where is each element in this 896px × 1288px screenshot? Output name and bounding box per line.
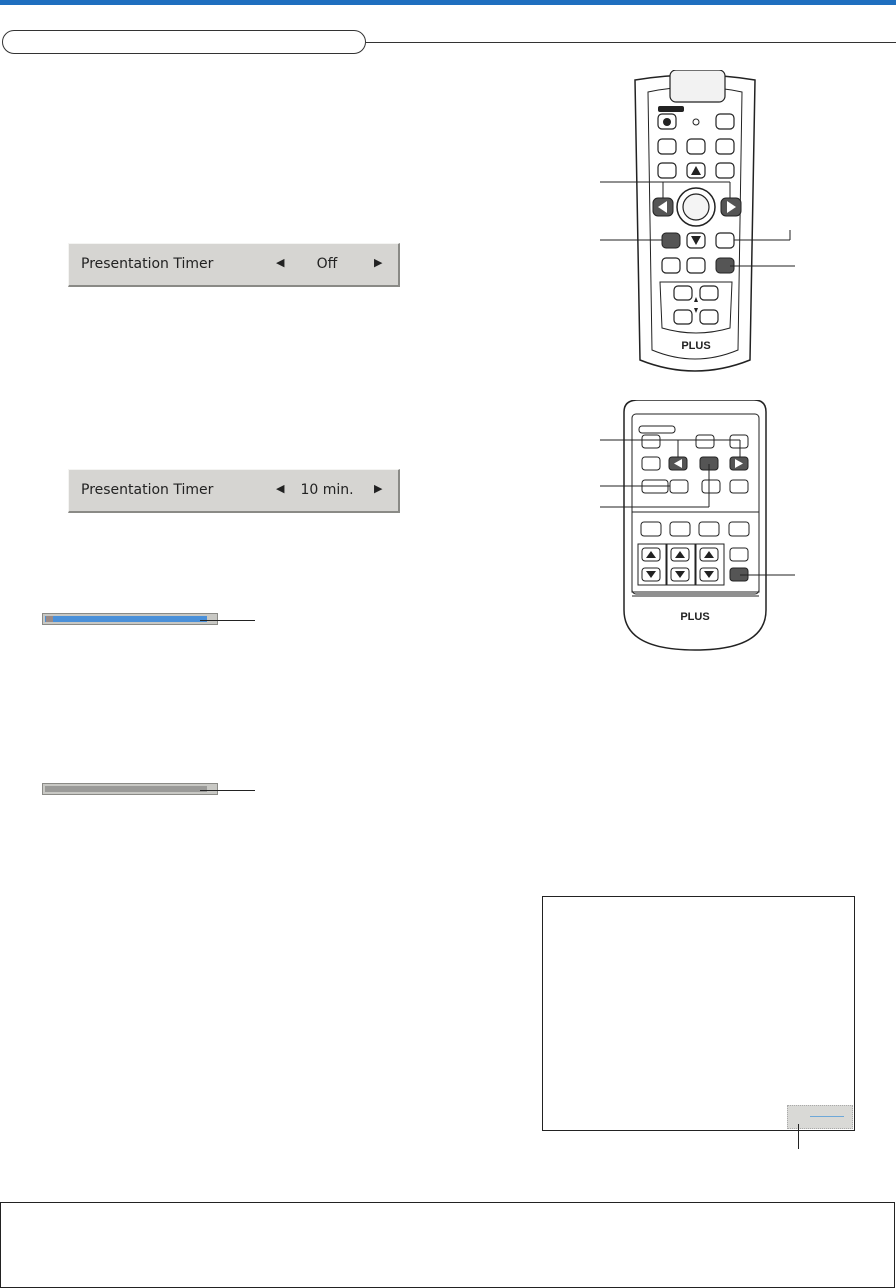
note-box xyxy=(0,1202,895,1288)
left-arrow-icon: ◀ xyxy=(276,482,285,495)
right-arrow-icon: ▶ xyxy=(374,256,383,269)
remote-brand: PLUS xyxy=(681,340,711,352)
timer-bar-fill xyxy=(45,616,207,622)
callout-line xyxy=(798,1124,799,1149)
header-rule xyxy=(366,42,896,43)
timer-indicator-line xyxy=(810,1116,844,1117)
remote-brand: PLUS xyxy=(680,611,710,623)
remote-control-bottom xyxy=(590,400,800,655)
left-arrow-icon: ◀ xyxy=(276,256,285,269)
section-header-pill xyxy=(2,30,366,54)
screen-timer-indicator xyxy=(787,1105,853,1129)
presentation-timer-menu-10min xyxy=(68,469,400,513)
menu-value: 10 min. xyxy=(300,482,354,498)
callout-line xyxy=(200,620,255,621)
timer-bar-marker xyxy=(46,616,53,622)
timer-bar-paused xyxy=(42,783,218,795)
top-accent-bar xyxy=(0,0,896,5)
menu-value: Off xyxy=(316,256,338,272)
timer-bar-fill xyxy=(45,786,207,792)
projected-screen xyxy=(542,896,855,1131)
timer-bar-active xyxy=(42,613,218,625)
callout-line xyxy=(200,790,255,791)
menu-label: Presentation Timer xyxy=(81,482,214,498)
presentation-timer-menu-off xyxy=(68,243,400,287)
menu-label: Presentation Timer xyxy=(81,256,214,272)
right-arrow-icon: ▶ xyxy=(374,482,383,495)
remote-control-top xyxy=(590,70,800,385)
